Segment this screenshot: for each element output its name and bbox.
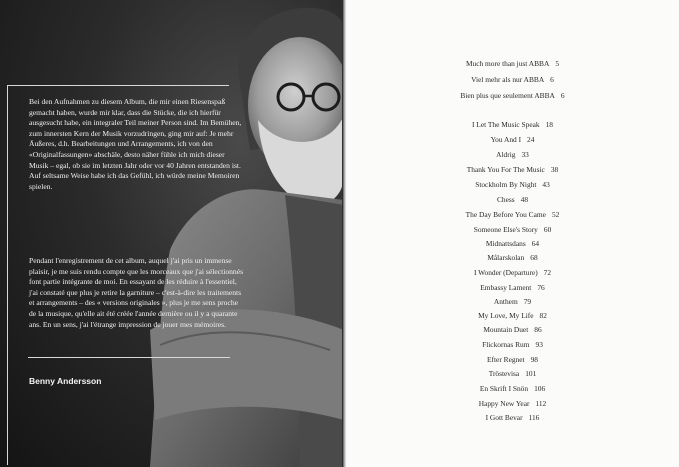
- toc-title: Mountain Duet: [483, 325, 529, 334]
- toc-title: Happy New Year: [478, 399, 530, 408]
- toc-title: Much more than just ABBA: [465, 59, 550, 68]
- toc-title: Stockholm By Night: [475, 180, 537, 189]
- toc-page-number: 60: [543, 225, 552, 234]
- toc-page-number: 33: [521, 150, 529, 159]
- toc-title: You And I: [490, 135, 522, 144]
- toc-item: [346, 253, 679, 262]
- toc-title: Målarskolan: [487, 253, 525, 262]
- toc-item: [346, 120, 679, 129]
- toc-item: [346, 180, 679, 189]
- toc-title: Tröstevisa: [488, 369, 520, 378]
- toc-page-number: 116: [528, 413, 540, 422]
- toc-item: [346, 195, 679, 204]
- toc-page-number: 52: [551, 210, 560, 219]
- german-paragraph: Bei den Aufnahmen zu diesem Album, die mir einen Riesenspaß gemacht haben, wurde mir klar, dass die Stücke, die ich hierfür ausgesucht habe, ein integraler Teil meiner Person sind. Im Bemühen, zum innersten Kern der Musik vorzudringen, ging mir auf: Je mehr Äußeres, d.h. Bearbeitungen und Arrangements, ich von den «Originalfassungen» abschäle, desto näher fühle ich mich dieser Musik – egal, ob sie im letzten Jahr oder vor 40 Jahren entstanden ist. Auf seltsame Weise habe ich das Gefühl, ich würde meine Memoiren spielen.: [29, 97, 242, 191]
- toc-page-number: 76: [537, 283, 545, 292]
- toc-item: [346, 165, 679, 174]
- toc-item: [346, 91, 679, 100]
- toc-item: [346, 150, 679, 159]
- toc-title: Efter Regnet: [487, 355, 525, 364]
- toc-page-number: 98: [530, 355, 538, 364]
- toc-item: [346, 399, 679, 408]
- toc-title: Anthem: [493, 297, 518, 306]
- toc-title: I Wonder (Departure): [473, 268, 538, 277]
- signature: Benny Andersson: [29, 376, 102, 386]
- toc-page-number: 86: [534, 325, 542, 334]
- toc-item: [346, 384, 679, 393]
- frame-line-vertical: [7, 85, 8, 465]
- toc-title: The Day Before You Came: [465, 210, 546, 219]
- toc-page-number: 112: [535, 399, 547, 408]
- toc-item: [346, 135, 679, 144]
- toc-title: Someone Else's Story: [473, 225, 538, 234]
- toc-page-number: 6: [560, 91, 565, 100]
- toc-page-number: 64: [531, 239, 540, 248]
- toc-item: [346, 59, 679, 68]
- toc-page-number: 101: [525, 369, 537, 378]
- toc-title: My Love, My Life: [478, 311, 534, 320]
- toc-title: Embassy Lament: [480, 283, 532, 292]
- toc-item: [346, 369, 679, 378]
- toc-title: Aldrig: [496, 150, 516, 159]
- toc-title: Midnattsdans: [485, 239, 526, 248]
- toc-page-number: 106: [534, 384, 546, 393]
- toc-page-number: 24: [527, 135, 535, 144]
- toc-title: Viel mehr als nur ABBA: [471, 75, 545, 84]
- toc-item: [346, 268, 679, 277]
- toc-item: [346, 311, 679, 320]
- toc-item: [346, 210, 679, 219]
- toc-page-number: 5: [555, 59, 560, 68]
- french-paragraph: Pendant l'enregistrement de cet album, auquel j'ai pris un immense plaisir, je me suis rendu compte que les morceaux que j'ai sélectionnés font partie intégrante de moi. En essayant de les réduire à l'essentiel, j'ai constaté que plus je retire la garniture – c'est-à-dire les traitements et arrangements – des « versions originales », plus je me sens proche de la musique, qu'elle ait été créée l'année dernière ou il y a quarante ans. En un sens, j'ai l'étrange impression de jouer mes mémoires.: [29, 256, 244, 329]
- toc-title: I Gott Bevar: [485, 413, 523, 422]
- toc-page-number: 48: [520, 195, 529, 204]
- toc-title: Thank You For The Music: [466, 165, 545, 174]
- toc-item: [346, 340, 679, 349]
- toc-item: [346, 413, 679, 422]
- toc-item: [346, 75, 679, 84]
- toc-page-number: 43: [542, 180, 550, 189]
- toc-item: [346, 225, 679, 234]
- toc-item: [346, 283, 679, 292]
- toc-title: Flickornas Rum: [482, 340, 530, 349]
- toc-title: I Let The Music Speak: [472, 120, 540, 129]
- toc-page-number: 6: [550, 75, 554, 84]
- toc-page-number: 38: [550, 165, 559, 174]
- toc-item: [346, 325, 679, 334]
- frame-line-bottom: [28, 357, 230, 358]
- contents-page: [346, 0, 679, 467]
- toc-title: En Skrift I Snön: [479, 384, 529, 393]
- toc-item: [346, 355, 679, 364]
- toc-item: [346, 297, 679, 306]
- toc-page-number: 18: [545, 120, 553, 129]
- toc-page-number: 93: [535, 340, 543, 349]
- toc-title: Chess: [496, 195, 515, 204]
- frame-line-top: [7, 85, 229, 86]
- toc-page-number: 82: [539, 311, 547, 320]
- toc-page-number: 79: [523, 297, 532, 306]
- toc-item: [346, 239, 679, 248]
- toc-page-number: 72: [543, 268, 552, 277]
- toc-title: Bien plus que seulement ABBA: [460, 91, 555, 100]
- toc-page-number: 68: [530, 253, 538, 262]
